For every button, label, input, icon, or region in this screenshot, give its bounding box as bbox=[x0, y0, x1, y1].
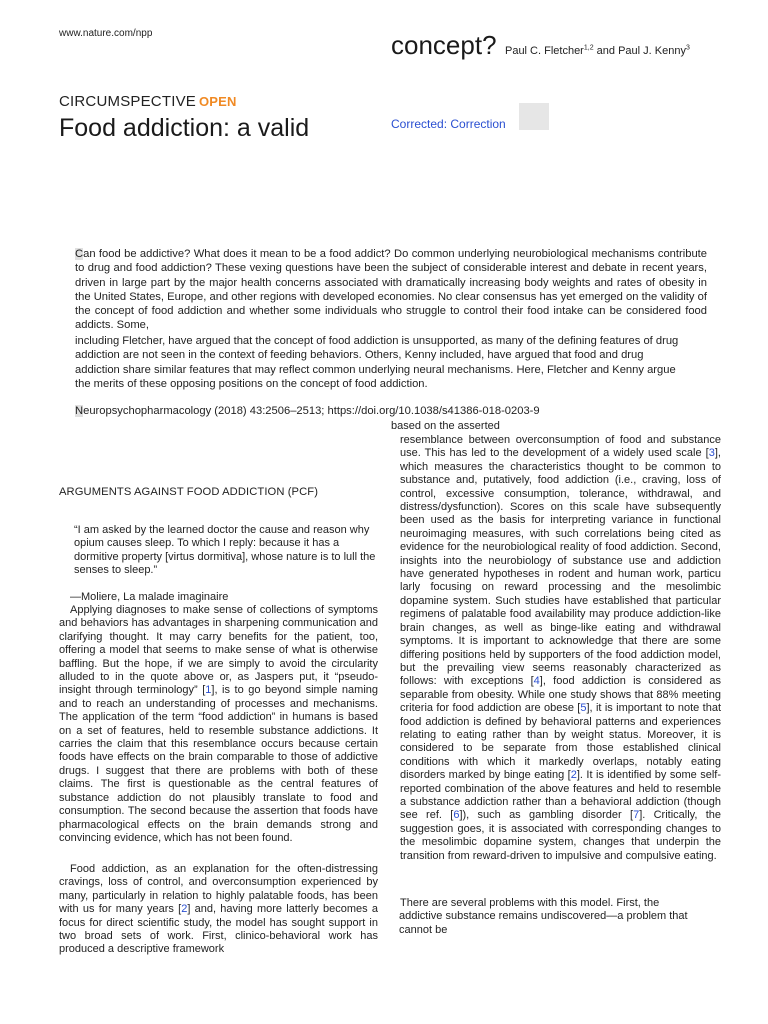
paragraph-text: ], is to go beyond simple naming and to reach an understanding of processes and mechanisms. The application of the term “food addiction” in humans is based on a set of features, held to resemble substance addictions. It carries the claim that this resemblance occurs because certain foods have effects on the brain comparable to those of addictive drugs. I suggest that there are problems with both of these claims. The first is questionable as the central features of substance addiction do not plausibly translate to food and consumption. The second because the assertion that foods have pharmacological effects on the brain demands strong and convincing evidence, which has not been found. bbox=[59, 684, 378, 844]
abstract-paragraph-1 bbox=[75, 247, 707, 333]
epigraph-attribution: —Moliere, La malade imaginaire bbox=[70, 591, 229, 603]
paragraph-line: There are several problems with this model. First, the bbox=[400, 897, 660, 909]
paragraph-line: cannot be bbox=[399, 923, 448, 936]
body-paragraph bbox=[400, 434, 721, 863]
author-kenny-affiliation: 3 bbox=[685, 44, 690, 52]
reference-link[interactable]: 5 bbox=[580, 702, 587, 715]
journal-url[interactable]: www.nature.com/npp bbox=[59, 28, 153, 39]
paragraph-text: resemblance between overconsumption of food and substance use. This has led to the development of a widely used scale [ bbox=[400, 434, 721, 460]
paragraph-text: Food addiction, as an explanation for the often-distressing cravings, loss of control, and overconsumption experienced by many, particularly in relation to highly palatable foods, has been with us for many years [ bbox=[59, 863, 378, 916]
reference-link[interactable]: 2 bbox=[570, 769, 577, 782]
abstract-initial: C bbox=[75, 248, 84, 260]
paragraph-text: ]. Critically, the suggestion goes, it is associated with corresponding changes to the mesolimbic dopamine system, changes that underpin the transition from reward-driven to impulsive and compulsive eating. bbox=[400, 809, 722, 862]
abstract-line: the merits of these opposing positions on the concept of food addiction. bbox=[75, 377, 428, 390]
abstract-p1-text: an food be addictive? What does it mean to be a food addict? Do common underlying neurobiological mechanisms contribute to drug and food addiction? These vexing questions have been the subject of considerable interest and debate in recent years, driven in large part by the major health concerns associated with dramatically increasing body weights and rates of obesity in the United States, Europe, and other regions with developed economies. No clear consensus has yet emerged on the validity of the concept of food addiction and whether some individuals who struggle to control their food intake can be considered food addicts. Some, bbox=[75, 248, 707, 332]
correction-thumbnail[interactable] bbox=[519, 103, 549, 130]
author-list bbox=[505, 45, 690, 57]
reference-link[interactable]: 6 bbox=[453, 809, 460, 822]
paragraph-text: ] and, having more latterly becomes a focus for direct scientific study, the model has sought support in two broad sets of work. First, clinico-behavioral work has produced a descriptive framework bbox=[59, 903, 378, 956]
paragraph-text: ], it is important to note that food addiction is defined by behavioral patterns and experiences relating to eating rather than by weight status. Moreover, it is considered to be separate from those established clinical conditions with which it markedly overlaps, notably eating disorders marked by binge eating [ bbox=[400, 702, 721, 782]
open-access-badge: OPEN bbox=[198, 94, 237, 109]
reference-link[interactable]: 4 bbox=[533, 675, 540, 688]
body-paragraph bbox=[59, 863, 378, 957]
title-continuation: concept? bbox=[391, 30, 497, 60]
paragraph-text: ]. It is identified by some self-reported combination of the above features and held to resemble a substance addiction rather than a behavioral addiction (though see ref. [ bbox=[400, 769, 721, 822]
section-heading: ARGUMENTS AGAINST FOOD ADDICTION (PCF) bbox=[59, 486, 319, 498]
reference-link[interactable]: 3 bbox=[708, 447, 715, 460]
abstract-line: addiction are not seen in the context of feeding behaviors. Others, Kenny included, have argued that food and drug bbox=[75, 349, 644, 362]
paragraph-text: ]), such as gambling disorder [ bbox=[459, 809, 634, 822]
reference-link[interactable]: 1 bbox=[205, 684, 212, 697]
paragraph-text: ], which measures the characteristics thought to be common to substance and, putatively, food addiction (i.e., craving, loss of control, excessive consumption, tolerance, withdrawal, and distress/dysfunction). Scores on this scale have subsequently been used as the basis for interpreting variance in functional neuroimaging measures, with such correlations being cited as evidence for the neurobiological reality of food addiction. Second, insights into the neurobiology of substance use and addiction have generated hypotheses in rodent and human work, particu larly focusing on reward processing and the mesolimbic dopamine system. Such studies have established that particular regimens of palatable food availability may produce addiction-like brain changes, as well as binge-like eating and withdrawal symptoms. It is important to acknowledge that there are some differing positions held by supporters of the food addiction model, but the prevailing view seems reasonably characterized as follows: with exceptions [ bbox=[400, 447, 721, 688]
column-lead-fragment: based on the asserted bbox=[391, 420, 500, 432]
paragraph-line: addictive substance remains undiscovered—a problem that bbox=[399, 910, 688, 923]
abstract-line: addiction share similar features that may reflect common underlying neural mechanisms. Here, Fletcher and Kenny argue bbox=[75, 363, 676, 376]
citation-line bbox=[75, 405, 540, 417]
paragraph-text: Applying diagnoses to make sense of collections of symptoms and behaviors has advantages in sharpening communication and clarifying thought. It may carry benefits for the patient, too, offering a model that seems to make sense of what is otherwise baffling. But the hope, if we are simply to avoid the circularity alluded to in the quote above or, as Jaspers put, it “pseudo-insight through terminology” [ bbox=[59, 604, 378, 697]
epigraph-quote: “I am asked by the learned doctor the cause and reason why opium causes sleep. To which I reply: because it has a dormitive property [virtus dormitiva], whose nature is to lull the senses to sleep.” bbox=[74, 524, 376, 577]
article-title: Food addiction: a valid bbox=[59, 114, 310, 142]
abstract-paragraph-2 bbox=[75, 334, 707, 391]
section-type-label bbox=[59, 93, 237, 110]
author-and: and Paul J. Kenny bbox=[596, 45, 686, 57]
citation-text[interactable]: europsychopharmacology (2018) 43:2506–2513; https://doi.org/10.1038/s41386-018-0203-9 bbox=[83, 405, 540, 417]
paragraph-text: ], food addiction is considered as separable from obesity. While one study shows that 88% meeting criteria for food addiction are obese [ bbox=[400, 675, 721, 715]
citation-initial: N bbox=[75, 405, 84, 417]
correction-link[interactable]: Corrected: Correction bbox=[391, 117, 506, 131]
reference-link[interactable]: 2 bbox=[181, 903, 188, 916]
body-paragraph bbox=[391, 897, 721, 937]
abstract-line: including Fletcher, have argued that the concept of food addiction is unsupported, as many of the defining features of drug bbox=[75, 335, 679, 347]
author-fletcher-affiliation: 1,2 bbox=[583, 44, 594, 52]
author-fletcher[interactable]: Paul C. Fletcher bbox=[504, 45, 584, 57]
body-paragraph bbox=[59, 604, 378, 845]
title-continuation-line bbox=[391, 30, 690, 61]
section-type: CIRCUMSPECTIVE bbox=[59, 93, 196, 110]
reference-link[interactable]: 7 bbox=[633, 809, 640, 822]
